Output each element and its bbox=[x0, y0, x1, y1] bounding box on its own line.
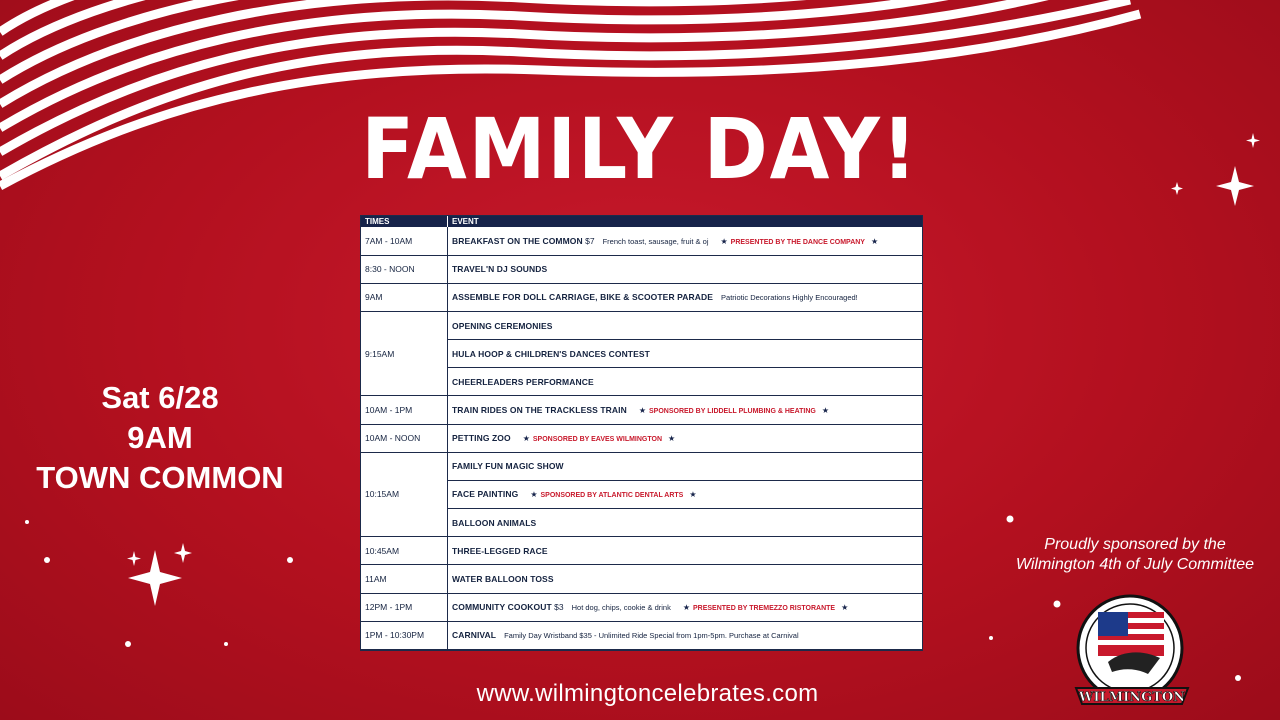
schedule-event bbox=[448, 396, 923, 424]
event-name: COMMUNITY COOKOUT bbox=[452, 602, 552, 613]
star-icon: ★ bbox=[720, 236, 728, 246]
schedule-event bbox=[448, 452, 923, 480]
event-description: Hot dog, chips, cookie & drink bbox=[571, 603, 671, 613]
schedule-table bbox=[360, 215, 923, 651]
event-time: 9AM bbox=[127, 420, 193, 455]
event-name: THREE-LEGGED RACE bbox=[452, 545, 548, 556]
star-icon: ★ bbox=[668, 434, 676, 444]
schedule-event bbox=[448, 537, 923, 565]
event-price: $7 bbox=[585, 235, 595, 246]
schedule-row bbox=[361, 227, 922, 255]
schedule-row bbox=[361, 452, 922, 480]
schedule-time: 12PM - 1PM bbox=[361, 593, 448, 621]
page-title: FAMILY DAY! bbox=[361, 100, 919, 198]
schedule-event bbox=[448, 565, 923, 593]
schedule-time: 10AM - 1PM bbox=[361, 396, 448, 424]
schedule-event bbox=[448, 368, 923, 396]
schedule-event bbox=[448, 593, 923, 621]
star-icon: ★ bbox=[638, 406, 646, 416]
schedule-event bbox=[448, 311, 923, 339]
event-description: French toast, sausage, fruit & oj bbox=[602, 236, 709, 246]
schedule-time: 10:15AM bbox=[361, 452, 448, 536]
schedule-time: 10AM - NOON bbox=[361, 424, 448, 452]
schedule-row bbox=[361, 593, 922, 621]
sponsor-line-1: Proudly sponsored by the bbox=[1044, 536, 1226, 553]
schedule-event bbox=[448, 255, 923, 283]
schedule-time: 7AM - 10AM bbox=[361, 227, 448, 255]
schedule-event bbox=[448, 621, 923, 649]
star-icon: ★ bbox=[870, 236, 879, 246]
schedule-event bbox=[448, 509, 923, 537]
event-sponsor: PRESENTED BY TREMEZZO RISTORANTE bbox=[693, 605, 836, 613]
website-url[interactable]: www.wilmingtoncelebrates.com bbox=[476, 680, 819, 707]
event-name: BREAKFAST ON THE COMMON bbox=[452, 235, 583, 246]
schedule-row bbox=[361, 283, 922, 311]
event-name: CHEERLEADERS PERFORMANCE bbox=[452, 376, 594, 387]
schedule-row bbox=[361, 621, 922, 649]
event-sponsor: SPONSORED BY ATLANTIC DENTAL ARTS bbox=[540, 492, 684, 500]
star-icon: ★ bbox=[522, 434, 530, 444]
sparkle-icon bbox=[174, 543, 192, 563]
event-name: OPENING CEREMONIES bbox=[452, 320, 553, 331]
sparkle-icon bbox=[128, 550, 182, 606]
schedule-event bbox=[448, 283, 923, 311]
schedule-row bbox=[361, 565, 922, 593]
star-icon: ★ bbox=[682, 603, 690, 613]
event-name: FAMILY FUN MAGIC SHOW bbox=[452, 461, 564, 472]
schedule-event bbox=[448, 424, 923, 452]
event-description: Patriotic Decorations Highly Encouraged! bbox=[721, 293, 858, 303]
schedule-time: 1PM - 10:30PM bbox=[361, 621, 448, 649]
sponsor-credit bbox=[990, 535, 1280, 575]
header-times: TIMES bbox=[361, 216, 448, 227]
schedule-row bbox=[361, 255, 922, 283]
schedule-row bbox=[361, 311, 922, 339]
event-name: TRAVEL'N DJ SOUNDS bbox=[452, 264, 548, 275]
star-icon: ★ bbox=[530, 490, 538, 500]
event-info bbox=[10, 378, 310, 498]
schedule-header-row bbox=[361, 216, 922, 227]
event-name: PETTING ZOO bbox=[452, 433, 511, 444]
event-name: ASSEMBLE FOR DOLL CARRIAGE, BIKE & SCOOTER PARADE bbox=[452, 292, 714, 303]
event-name: FACE PAINTING bbox=[452, 489, 519, 500]
star-icon: ★ bbox=[821, 406, 830, 416]
event-name: HULA HOOP & CHILDREN'S DANCES CONTEST bbox=[452, 348, 650, 359]
schedule-row bbox=[361, 396, 922, 424]
event-sponsor: PRESENTED BY THE DANCE COMPANY bbox=[730, 238, 865, 246]
schedule-event bbox=[448, 227, 923, 255]
star-icon: ★ bbox=[841, 603, 849, 613]
event-price: $3 bbox=[554, 602, 564, 613]
schedule-row bbox=[361, 537, 922, 565]
schedule-time: 11AM bbox=[361, 565, 448, 593]
schedule-time: 8:30 - NOON bbox=[361, 255, 448, 283]
event-date: Sat 6/28 bbox=[101, 380, 219, 415]
schedule-row bbox=[361, 424, 922, 452]
event-name: CARNIVAL bbox=[452, 630, 497, 641]
event-sponsor: SPONSORED BY LIDDELL PLUMBING & HEATING bbox=[649, 408, 816, 416]
schedule-time: 9:15AM bbox=[361, 311, 448, 395]
schedule-event bbox=[448, 340, 923, 368]
sparkle-icon bbox=[127, 551, 141, 566]
schedule-time: 10:45AM bbox=[361, 537, 448, 565]
schedule-time: 9AM bbox=[361, 283, 448, 311]
schedule-event bbox=[448, 480, 923, 508]
event-name: WATER BALLOON TOSS bbox=[452, 573, 554, 584]
event-name: BALLOON ANIMALS bbox=[452, 517, 537, 528]
event-location: TOWN COMMON bbox=[36, 460, 284, 495]
event-sponsor: SPONSORED BY EAVES WILMINGTON bbox=[532, 436, 663, 444]
event-description: Family Day Wristband $35 - Unlimited Ride Special from 1pm-5pm. Purchase at Carnival bbox=[504, 631, 799, 641]
logo-text: WILMINGTON bbox=[1078, 690, 1186, 705]
star-icon: ★ bbox=[689, 490, 697, 500]
sponsor-line-2: Wilmington 4th of July Committee bbox=[1015, 556, 1255, 573]
event-name: TRAIN RIDES ON THE TRACKLESS TRAIN bbox=[452, 405, 627, 416]
header-event: EVENT bbox=[448, 216, 923, 227]
